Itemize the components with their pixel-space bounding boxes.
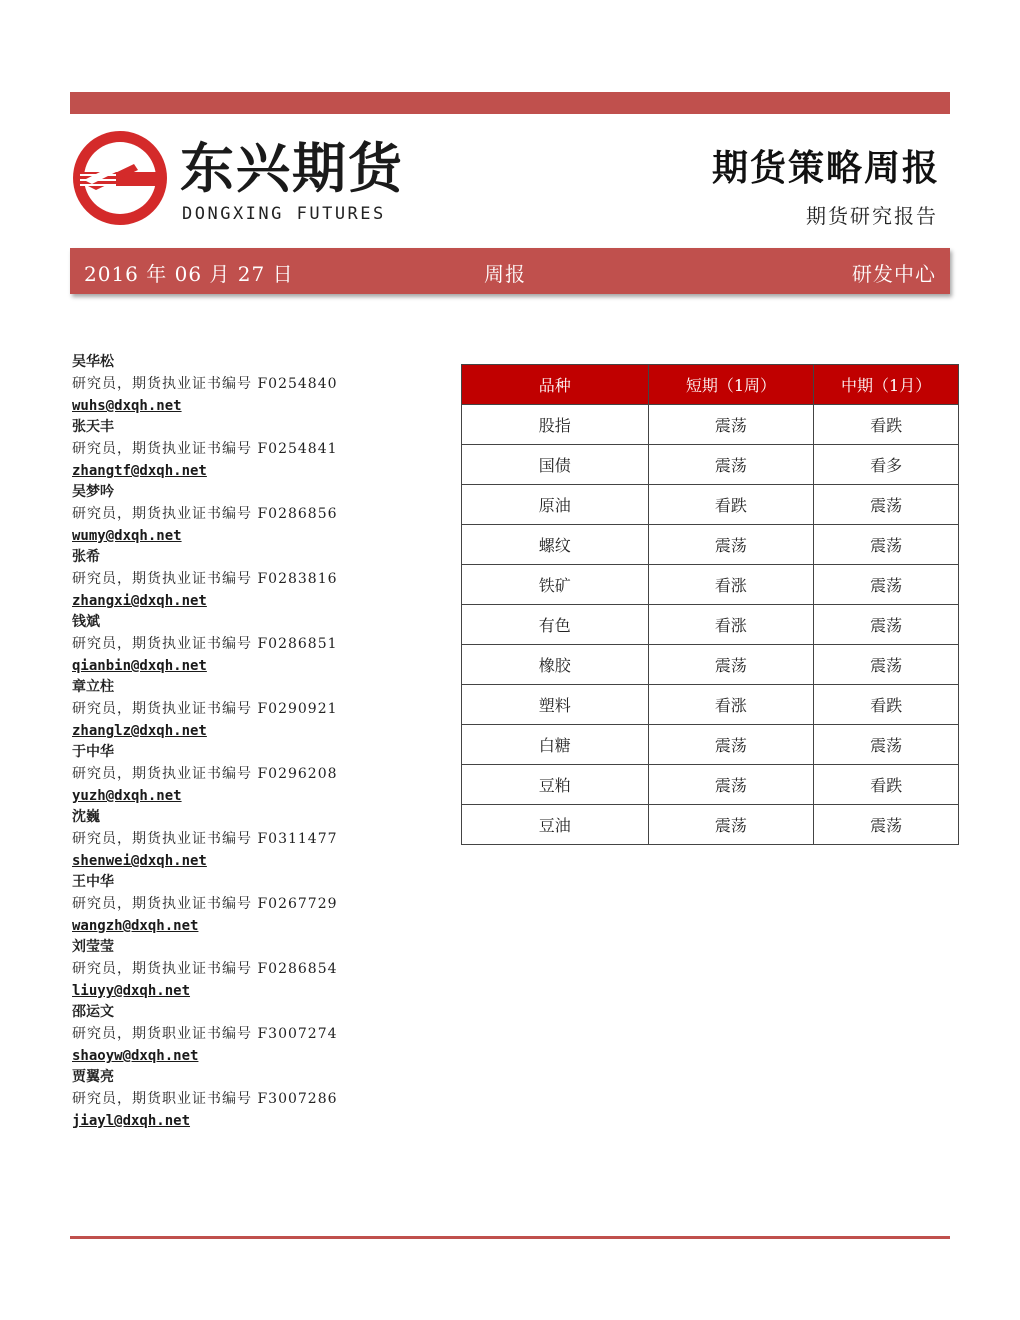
analyst-cert: 研究员，期货执业证书编号 F0254840: [72, 376, 338, 392]
market-outlook-table: [461, 364, 959, 845]
table-row: [462, 805, 959, 845]
info-bar: [70, 248, 950, 294]
analyst-name: 张天丰: [72, 419, 114, 435]
analyst-entry: [72, 937, 432, 1002]
report-title: 期货策略周报: [711, 147, 940, 189]
cell-short-term: 震荡: [648, 765, 814, 805]
header-top-bar: [70, 92, 950, 114]
analyst-cert: 研究员，期货执业证书编号 F0286856: [72, 506, 338, 522]
cell-variety: 国债: [462, 445, 649, 485]
cell-mid-term: 震荡: [814, 485, 959, 525]
analyst-email-link[interactable]: qianbin@dxqh.net: [72, 658, 207, 674]
cell-short-term: 震荡: [648, 805, 814, 845]
table-row: [462, 645, 959, 685]
analyst-entry: [72, 742, 432, 807]
cell-variety: 原油: [462, 485, 649, 525]
dongxing-logo-icon: [70, 128, 170, 228]
table-row: [462, 565, 959, 605]
cell-short-term: 震荡: [648, 405, 814, 445]
cell-variety: 股指: [462, 405, 649, 445]
analyst-entry: [72, 677, 432, 742]
analyst-name: 章立柱: [72, 679, 114, 695]
cell-mid-term: 震荡: [814, 565, 959, 605]
cell-short-term: 震荡: [648, 725, 814, 765]
table-header-row: [462, 365, 959, 405]
table-row: [462, 485, 959, 525]
report-type: 周报: [484, 262, 526, 286]
analyst-email-link[interactable]: jiayl@dxqh.net: [72, 1113, 191, 1129]
analyst-email-link[interactable]: liuyy@dxqh.net: [72, 983, 191, 999]
analyst-email-link[interactable]: shaoyw@dxqh.net: [72, 1048, 199, 1064]
analyst-email-link[interactable]: zhanglz@dxqh.net: [72, 723, 207, 739]
analyst-cert: 研究员，期货执业证书编号 F0296208: [72, 766, 338, 782]
analyst-cert: 研究员，期货执业证书编号 F0290921: [72, 701, 338, 717]
analyst-email-link[interactable]: wumy@dxqh.net: [72, 528, 182, 544]
analyst-name: 钱斌: [72, 614, 100, 630]
cell-variety: 白糖: [462, 725, 649, 765]
header-mid-term: 中期（1月）: [814, 365, 959, 405]
analyst-email-link[interactable]: wuhs@dxqh.net: [72, 398, 182, 414]
analyst-cert: 研究员，期货职业证书编号 F3007286: [72, 1091, 338, 1107]
cell-mid-term: 看跌: [814, 765, 959, 805]
analyst-cert: 研究员，期货执业证书编号 F0283816: [72, 571, 338, 587]
analyst-name: 贾翼亮: [72, 1069, 114, 1085]
footer-divider: [70, 1236, 950, 1239]
header-variety: 品种: [462, 365, 649, 405]
analyst-cert: 研究员，期货执业证书编号 F0267729: [72, 896, 338, 912]
analyst-cert: 研究员，期货执业证书编号 F0286851: [72, 636, 338, 652]
analyst-email-link[interactable]: shenwei@dxqh.net: [72, 853, 207, 869]
company-name-en: DONGXING FUTURES: [182, 204, 386, 224]
analyst-name: 张希: [72, 549, 100, 565]
analyst-entry: [72, 1002, 432, 1067]
analyst-email-link[interactable]: zhangtf@dxqh.net: [72, 463, 207, 479]
analyst-name: 王中华: [72, 874, 114, 890]
cell-variety: 豆油: [462, 805, 649, 845]
header-short-term: 短期（1周）: [648, 365, 814, 405]
analyst-name: 吴梦吟: [72, 484, 114, 500]
analyst-entry: [72, 482, 432, 547]
analyst-name: 吴华松: [72, 354, 114, 370]
analyst-entry: [72, 807, 432, 872]
analyst-cert: 研究员，期货执业证书编号 F0286854: [72, 961, 338, 977]
cell-mid-term: 震荡: [814, 725, 959, 765]
cell-variety: 铁矿: [462, 565, 649, 605]
table-row: [462, 765, 959, 805]
table-row: [462, 725, 959, 765]
cell-mid-term: 震荡: [814, 525, 959, 565]
report-date: 2016 年 06 月 27 日: [84, 262, 294, 286]
company-name-cn: 东兴期货: [180, 137, 404, 200]
cell-variety: 螺纹: [462, 525, 649, 565]
analyst-email-link[interactable]: zhangxi@dxqh.net: [72, 593, 207, 609]
analyst-cert: 研究员，期货执业证书编号 F0311477: [72, 831, 338, 847]
cell-mid-term: 看多: [814, 445, 959, 485]
cell-short-term: 震荡: [648, 525, 814, 565]
table-row: [462, 605, 959, 645]
analyst-entry: [72, 1067, 432, 1132]
cell-short-term: 看涨: [648, 685, 814, 725]
analyst-entry: [72, 612, 432, 677]
analyst-name: 邵运文: [72, 1004, 114, 1020]
analyst-entry: [72, 352, 432, 417]
cell-mid-term: 震荡: [814, 605, 959, 645]
cell-short-term: 看跌: [648, 485, 814, 525]
analyst-email-link[interactable]: wangzh@dxqh.net: [72, 918, 199, 934]
table-row: [462, 445, 959, 485]
cell-short-term: 震荡: [648, 645, 814, 685]
analyst-cert: 研究员，期货职业证书编号 F3007274: [72, 1026, 338, 1042]
analyst-entry: [72, 547, 432, 612]
department: 研发中心: [852, 262, 936, 286]
cell-variety: 塑料: [462, 685, 649, 725]
analyst-name: 刘莹莹: [72, 939, 114, 955]
cell-mid-term: 震荡: [814, 645, 959, 685]
analyst-name: 沈巍: [72, 809, 100, 825]
analyst-list: [72, 352, 432, 1132]
cell-mid-term: 看跌: [814, 685, 959, 725]
analyst-cert: 研究员，期货执业证书编号 F0254841: [72, 441, 338, 457]
cell-short-term: 看涨: [648, 605, 814, 645]
table-row: [462, 405, 959, 445]
analyst-entry: [72, 417, 432, 482]
table-row: [462, 685, 959, 725]
table-row: [462, 525, 959, 565]
report-subtitle: 期货研究报告: [806, 204, 938, 228]
analyst-entry: [72, 872, 432, 937]
cell-variety: 橡胶: [462, 645, 649, 685]
analyst-name: 于中华: [72, 744, 114, 760]
cell-short-term: 看涨: [648, 565, 814, 605]
analyst-email-link[interactable]: yuzh@dxqh.net: [72, 788, 182, 804]
cell-variety: 豆粕: [462, 765, 649, 805]
cell-mid-term: 震荡: [814, 805, 959, 845]
cell-short-term: 震荡: [648, 445, 814, 485]
cell-variety: 有色: [462, 605, 649, 645]
cell-mid-term: 看跌: [814, 405, 959, 445]
